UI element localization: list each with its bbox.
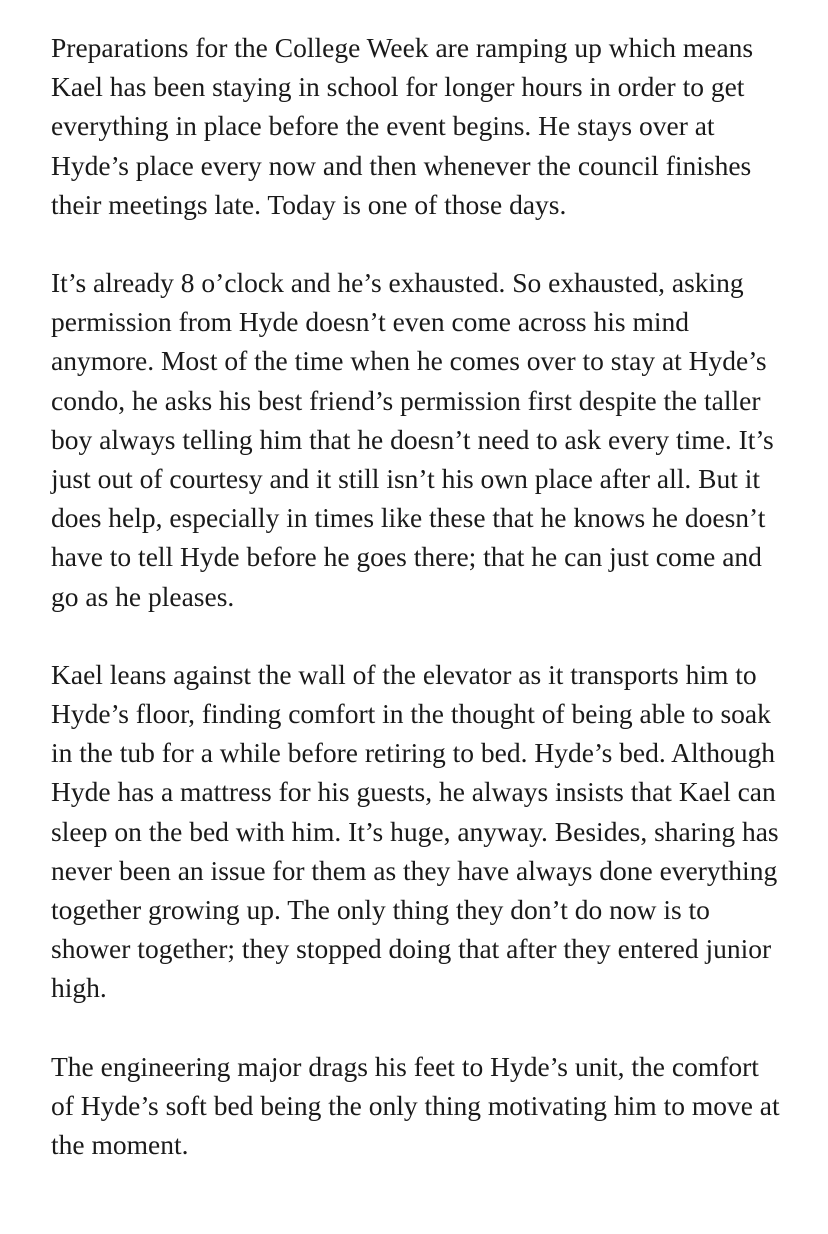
- paragraph-2: It’s already 8 o’clock and he’s exhausted. So exhausted, asking permission from Hyde doesn’t even come across his mind anymore. Most of the time when he comes over to stay at Hyde’s condo, he asks his best friend’s permission first despite the taller boy always telling him that he doesn’t need to ask every time. It’s just out of courtesy and it still isn’t his own place after all. But it does help, especially in times like these that he knows he doesn’t have to tell Hyde before he goes there; that he can just come and go as he pleases.: [51, 267, 774, 612]
- paragraph-1: Preparations for the College Week are ramping up which means Kael has been staying in school for longer hours in order to get everything in place before the event begins. He stays over at Hyde’s place every now and then whenever the council finishes their meetings late. Today is one of those days.: [51, 32, 754, 220]
- paragraph-3: Kael leans against the wall of the elevator as it transports him to Hyde’s floor, finding comfort in the thought of being able to soak in the tub for a while before retiring to bed. Hyde’s bed. Although Hyde has a mattress for his guests, he always insists that Kael can sleep on the bed with him. It’s huge, anyway. Besides, sharing has never been an issue for them as they have always done everything together growing up. The only thing they don’t do now is to shower together; they stopped doing that after they entered junior high.: [51, 658, 779, 1004]
- paragraph-4: The engineering major drags his feet to Hyde’s unit, the comfort of Hyde’s soft bed being the only thing motivating him to move at the moment.: [51, 1050, 780, 1161]
